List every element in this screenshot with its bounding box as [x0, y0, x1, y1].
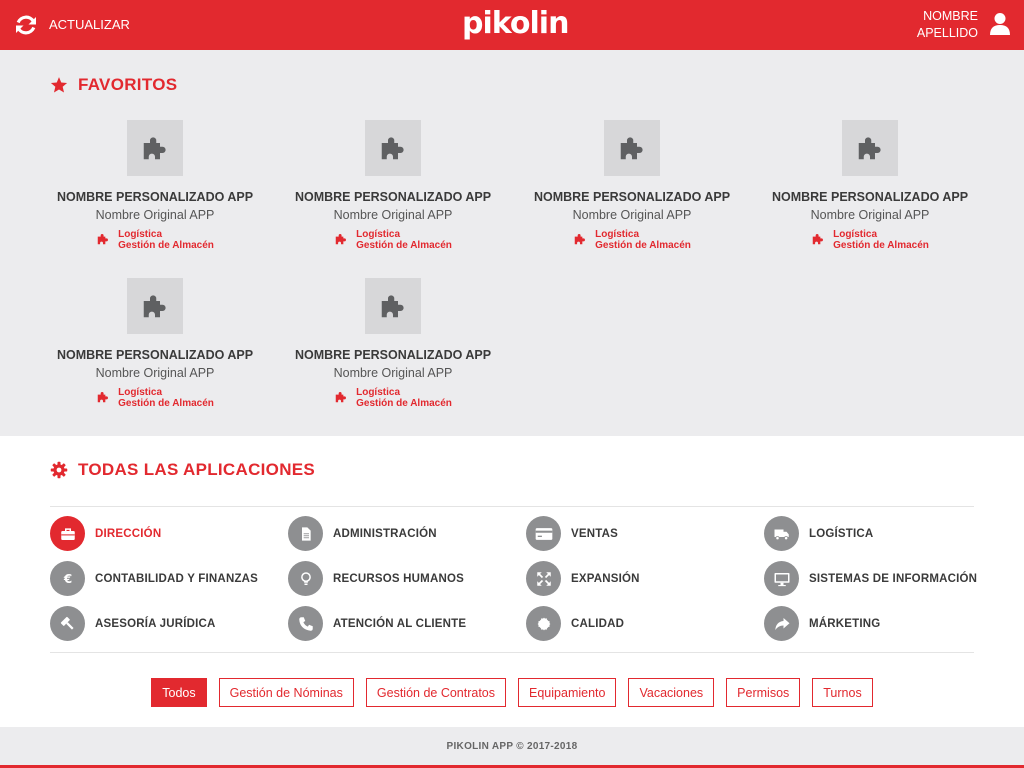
euro-icon [50, 561, 85, 596]
app-category [36, 387, 274, 409]
badge-icon [526, 606, 561, 641]
favorite-tile[interactable] [274, 278, 512, 409]
all-apps-heading [50, 460, 315, 480]
share-arrow-icon [764, 606, 799, 641]
star-icon [50, 76, 68, 94]
all-apps-section [0, 436, 1024, 727]
refresh-label[interactable]: ACTUALIZAR [49, 17, 130, 32]
favorite-tile[interactable] [513, 120, 751, 251]
app-category [274, 229, 512, 251]
app-category [274, 387, 512, 409]
category-label: MÁRKETING [809, 617, 881, 630]
favorites-title: FAVORITOS [78, 75, 178, 94]
app-category-main: Logística [118, 229, 163, 240]
app-category-sub: Gestión de Almacén [118, 240, 214, 251]
category-briefcase[interactable] [50, 516, 161, 551]
app-icon-box [127, 278, 183, 334]
app-custom-name: NOMBRE PERSONALIZADO APP [294, 348, 492, 362]
category-label: CALIDAD [571, 617, 625, 630]
refresh-icon[interactable] [14, 13, 38, 37]
svg-text:€: € [63, 571, 72, 586]
app-original-name: Nombre Original APP [95, 366, 215, 380]
category-phone[interactable] [288, 606, 466, 641]
category-label: CONTABILIDAD Y FINANZAS [95, 572, 259, 585]
category-label: RECURSOS HUMANOS [333, 572, 464, 585]
app-original-name: Nombre Original APP [810, 208, 930, 222]
category-label: VENTAS [571, 527, 618, 540]
divider-bottom [50, 652, 974, 653]
app-category-main: Logística [356, 229, 401, 240]
footer-copyright: PIKOLIN APP © 2017-2018 [446, 741, 578, 752]
category-puzzle-icon [96, 387, 118, 404]
category-puzzle-icon [96, 229, 118, 246]
category-share-arrow[interactable] [764, 606, 880, 641]
puzzle-icon [617, 133, 647, 163]
app-category-main: Logística [118, 387, 163, 398]
app-icon-box [842, 120, 898, 176]
category-puzzle-icon [573, 229, 595, 246]
app-icon-box [365, 120, 421, 176]
document-icon [288, 516, 323, 551]
app-custom-name: NOMBRE PERSONALIZADO APP [294, 190, 492, 204]
divider-top [50, 506, 974, 507]
app-original-name: Nombre Original APP [95, 208, 215, 222]
app-original-name: Nombre Original APP [572, 208, 692, 222]
user-name[interactable] [917, 8, 978, 42]
filter-chip[interactable]: Permisos [726, 678, 800, 707]
category-lightbulb[interactable] [288, 561, 464, 596]
filter-chip[interactable]: Equipamiento [518, 678, 616, 707]
category-truck[interactable] [764, 516, 873, 551]
category-label: SISTEMAS DE INFORMACIÓN [809, 572, 978, 585]
filter-chip[interactable]: Turnos [812, 678, 872, 707]
truck-icon [764, 516, 799, 551]
app-category-sub: Gestión de Almacén [833, 240, 929, 251]
footer [0, 727, 1024, 768]
category-label: LOGÍSTICA [809, 527, 874, 540]
top-bar [0, 0, 1024, 50]
app-category-sub: Gestión de Almacén [118, 398, 214, 409]
puzzle-icon [378, 291, 408, 321]
gear-icon [50, 461, 68, 479]
app-custom-name: NOMBRE PERSONALIZADO APP [56, 190, 254, 204]
filter-chip[interactable]: Vacaciones [628, 678, 714, 707]
user-first-name: NOMBRE [923, 9, 978, 23]
puzzle-icon [140, 133, 170, 163]
app-category [513, 229, 751, 251]
filter-bar [0, 678, 1024, 707]
app-category-main: Logística [595, 229, 640, 240]
app-category-sub: Gestión de Almacén [356, 240, 452, 251]
user-icon[interactable] [990, 12, 1010, 36]
app-original-name: Nombre Original APP [333, 208, 453, 222]
filter-chip[interactable]: Todos [151, 678, 206, 707]
phone-icon [288, 606, 323, 641]
lightbulb-icon [288, 561, 323, 596]
category-puzzle-icon [811, 229, 833, 246]
expand-icon [526, 561, 561, 596]
category-label: ATENCIÓN AL CLIENTE [333, 617, 467, 630]
category-label: ASESORÍA JURÍDICA [95, 617, 216, 630]
category-puzzle-icon [334, 229, 356, 246]
user-last-name: APELLIDO [916, 26, 978, 40]
category-credit-card[interactable] [526, 516, 618, 551]
app-custom-name: NOMBRE PERSONALIZADO APP [771, 190, 969, 204]
app-category-sub: Gestión de Almacén [356, 398, 452, 409]
puzzle-icon [855, 133, 885, 163]
monitor-icon [764, 561, 799, 596]
app-category-main: Logística [356, 387, 401, 398]
category-badge[interactable] [526, 606, 624, 641]
favorite-tile[interactable] [751, 120, 989, 251]
category-label: ADMINISTRACIÓN [333, 527, 437, 540]
filter-chip[interactable]: Gestión de Nóminas [219, 678, 354, 707]
category-document[interactable] [288, 516, 437, 551]
favorite-tile[interactable] [36, 278, 274, 409]
app-category [751, 229, 989, 251]
briefcase-icon [50, 516, 85, 551]
category-puzzle-icon [334, 387, 356, 404]
app-category-main: Logística [833, 229, 878, 240]
favorite-tile[interactable] [274, 120, 512, 251]
puzzle-icon [378, 133, 408, 163]
favorite-tile[interactable] [36, 120, 274, 251]
app-icon-box [604, 120, 660, 176]
favorites-section [0, 50, 1024, 436]
app-original-name: Nombre Original APP [333, 366, 453, 380]
app-category-sub: Gestión de Almacén [595, 240, 691, 251]
category-gavel[interactable] [50, 606, 216, 641]
app-icon-box [127, 120, 183, 176]
all-apps-title: TODAS LAS APLICACIONES [78, 460, 316, 479]
credit-card-icon [526, 516, 561, 551]
favorites-heading [50, 75, 177, 95]
category-monitor[interactable] [764, 561, 977, 596]
puzzle-icon [140, 291, 170, 321]
category-expand[interactable] [526, 561, 640, 596]
app-custom-name: NOMBRE PERSONALIZADO APP [56, 348, 254, 362]
category-euro[interactable] [50, 561, 258, 596]
filter-chip[interactable]: Gestión de Contratos [366, 678, 506, 707]
app-icon-box [365, 278, 421, 334]
category-label: DIRECCIÓN [95, 527, 162, 540]
app-category [36, 229, 274, 251]
pikolin-logo: pikolin [462, 6, 569, 41]
gavel-icon [50, 606, 85, 641]
app-custom-name: NOMBRE PERSONALIZADO APP [533, 190, 731, 204]
category-label: EXPANSIÓN [571, 572, 640, 585]
